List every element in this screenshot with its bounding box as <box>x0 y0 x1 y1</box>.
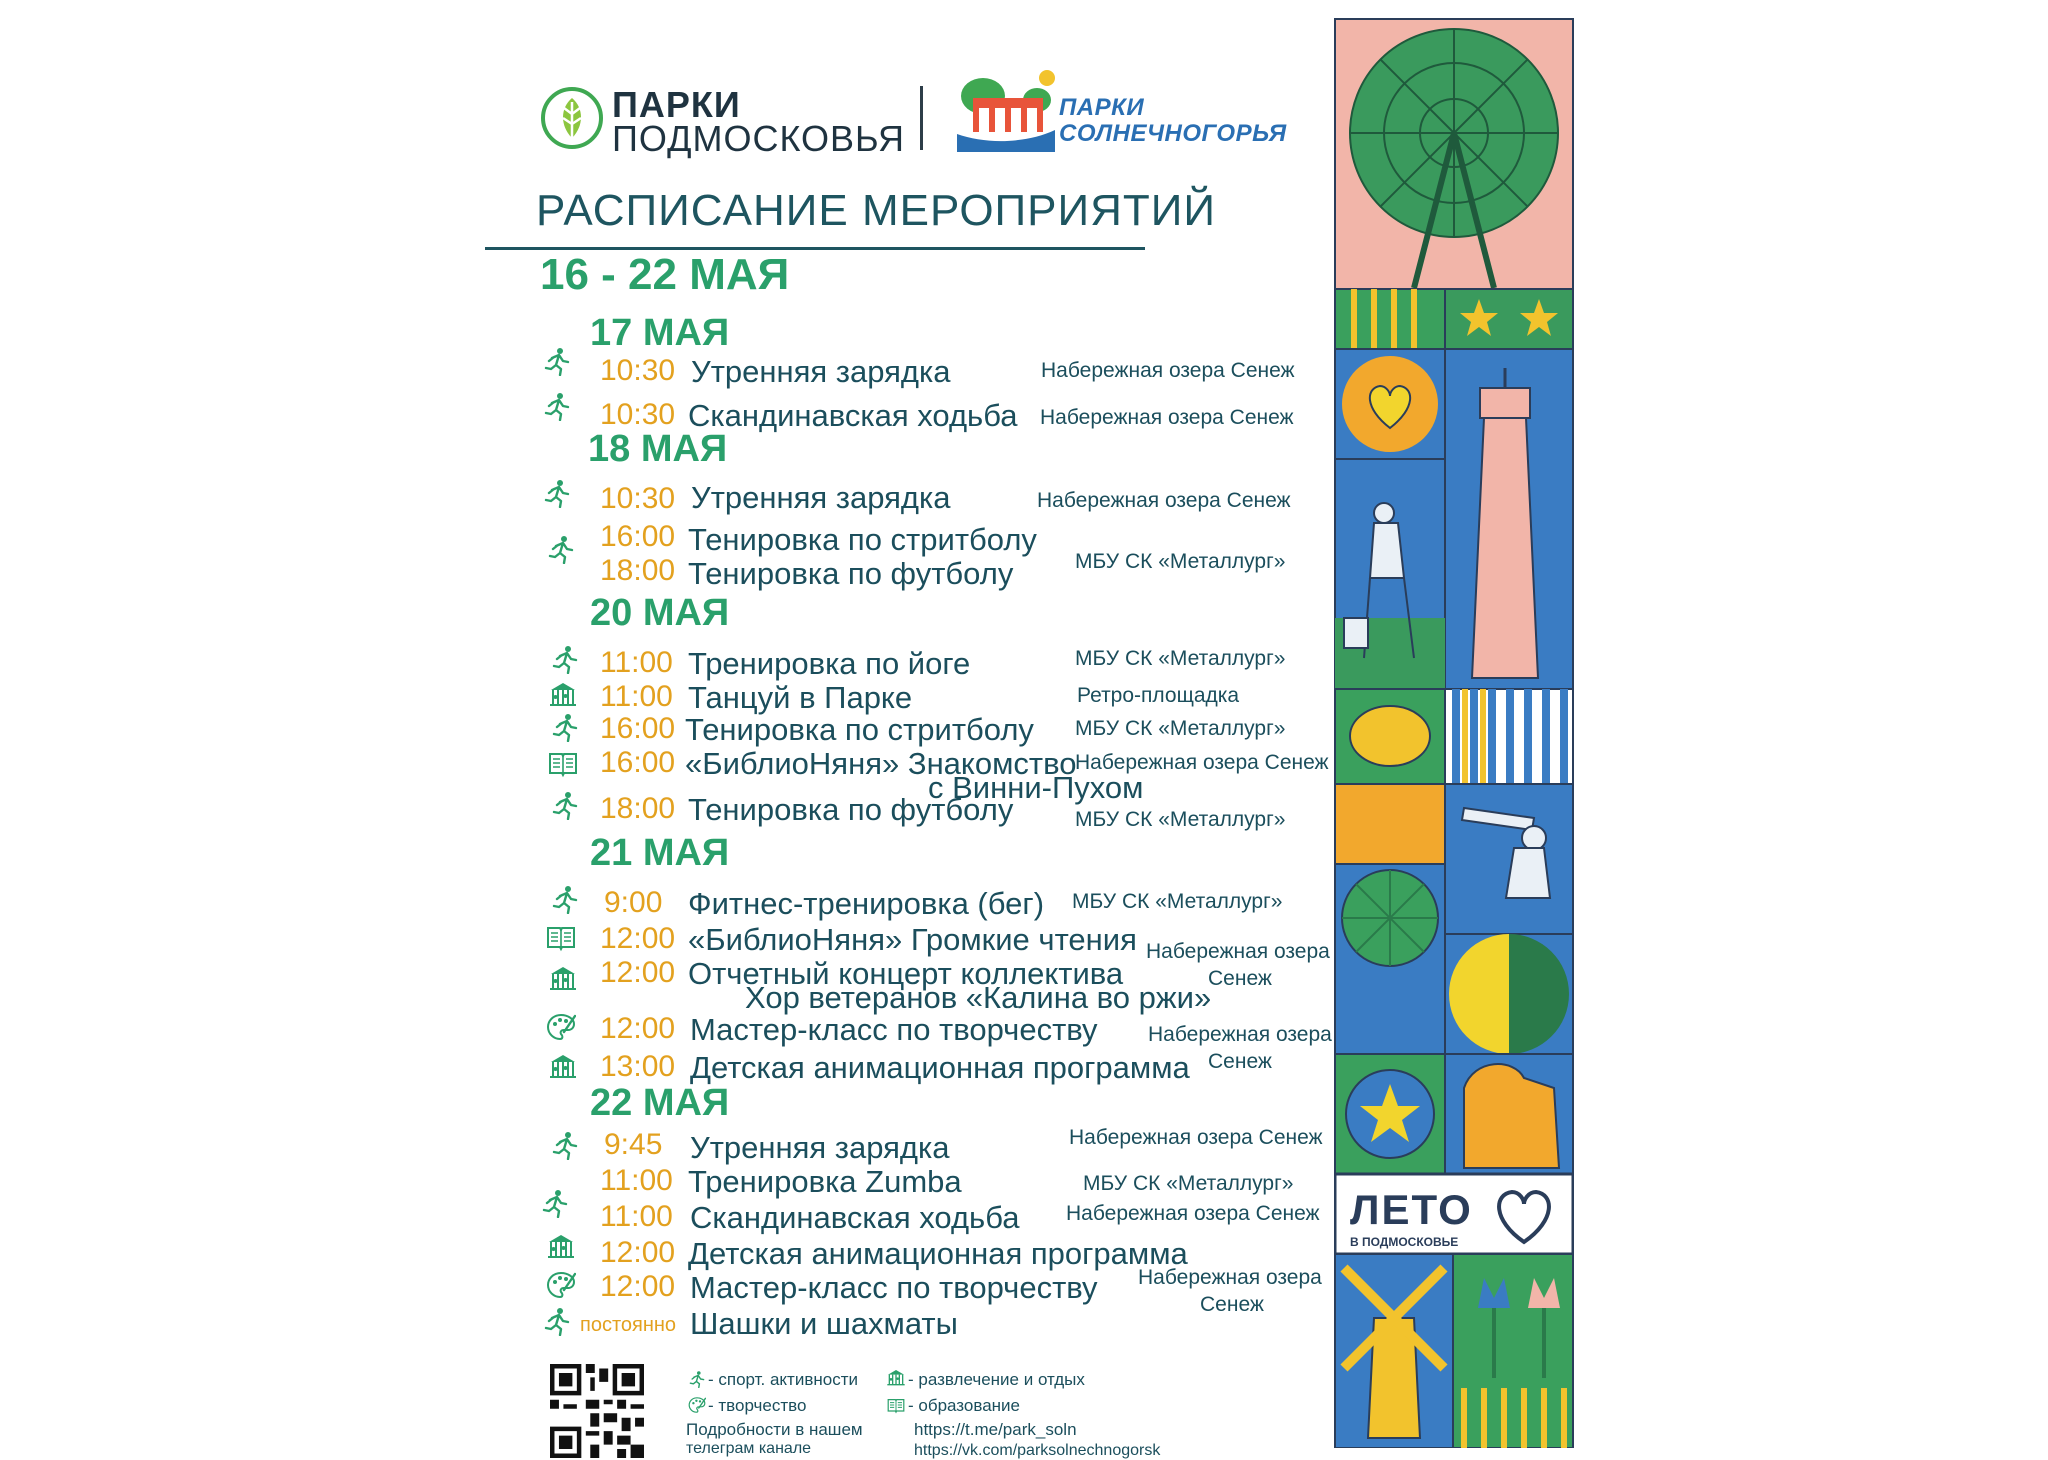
carousel-legend-icon <box>886 1368 906 1388</box>
carousel-icon <box>548 964 578 994</box>
summer-banner-sub: В ПОДМОСКОВЬЕ <box>1350 1235 1459 1249</box>
logo1-line2: ПОДМОСКОВЬЯ <box>612 118 906 159</box>
sport-icon <box>550 884 580 914</box>
event-title: Шашки и шахматы <box>690 1306 958 1341</box>
lighthouse-icon <box>1472 418 1538 678</box>
summer-banner-word: ЛЕТО <box>1350 1186 1473 1233</box>
event-title: Тенировка по футболу <box>688 792 1014 827</box>
event-time: 11:00 <box>600 1164 673 1197</box>
solnechnogorsk-logo-icon <box>955 68 1055 154</box>
sport-icon <box>550 1130 580 1160</box>
event-title: Утренняя зарядка <box>691 480 951 515</box>
event-time: 16:00 <box>600 520 676 553</box>
day-header: 20 МАЯ <box>590 592 730 634</box>
date-range: 16 - 22 МАЯ <box>540 250 790 299</box>
sport-legend-icon <box>688 1370 706 1388</box>
sport-icon <box>542 391 572 421</box>
logo2-line2: СОЛНЕЧНОГОРЬЯ <box>1059 120 1287 147</box>
sport-icon <box>550 790 580 820</box>
logo-parki-solnechnogorya <box>955 68 1295 156</box>
book-icon <box>546 922 576 952</box>
event-time: 16:00 <box>600 746 676 779</box>
event-location: МБУ СК «Металлург» <box>1075 717 1286 740</box>
sport-icon <box>546 534 576 564</box>
carousel-icon <box>548 1052 578 1082</box>
legend-fun: - развлечение и отдых <box>908 1370 1085 1389</box>
event-location: Набережная озера Сенеж <box>1040 406 1294 429</box>
event-time: 13:00 <box>600 1050 676 1083</box>
event-title: Утренняя зарядка <box>690 1130 950 1165</box>
legend-details: Подробности в нашем <box>686 1420 863 1439</box>
event-time: 16:00 <box>600 712 676 745</box>
logo1-line1: ПАРКИ <box>612 84 741 125</box>
event-title: Тренировка по йоге <box>688 646 971 681</box>
palette-legend-icon <box>688 1396 706 1414</box>
legend-edu: - образование <box>908 1396 1020 1415</box>
day-header: 17 МАЯ <box>590 312 730 354</box>
event-title: Тенировка по стритболу <box>685 712 1034 747</box>
event-location-line2: Сенеж <box>1200 1293 1264 1316</box>
event-time: 12:00 <box>600 1012 676 1045</box>
event-title: Скандинавская ходьба <box>688 398 1018 433</box>
sport-icon <box>542 1306 572 1336</box>
telegram-link[interactable]: https://t.me/park_soln <box>914 1420 1077 1439</box>
logo2-line1: ПАРКИ <box>1059 94 1145 121</box>
carousel-icon <box>548 680 578 710</box>
event-title: Танцуй в Парке <box>688 680 913 715</box>
event-title: «БиблиоНяня» Громкие чтения <box>688 922 1137 957</box>
event-location: Набережная озера Сенеж <box>1037 489 1291 512</box>
legend-details-line2: телеграм канале <box>686 1440 812 1457</box>
sport-icon <box>550 644 580 674</box>
decorative-panel <box>1334 18 1574 1448</box>
event-title: «БиблиоНяня» Знакомство <box>685 746 1077 781</box>
event-time: 12:00 <box>600 1236 676 1269</box>
leaf-logo-icon <box>540 86 604 150</box>
palette-icon <box>546 1012 576 1042</box>
event-time: 10:30 <box>600 398 676 431</box>
event-time: 18:00 <box>600 554 676 587</box>
event-location: МБУ СК «Металлург» <box>1083 1172 1294 1195</box>
sport-icon <box>550 712 580 742</box>
event-time: 12:00 <box>600 922 676 955</box>
vk-link[interactable]: https://vk.com/parksolnechnogorsk <box>914 1442 1161 1459</box>
event-location: Ретро-площадка <box>1077 684 1240 707</box>
event-location: Набережная озера Сенеж <box>1075 751 1329 774</box>
frog-icon <box>1350 706 1430 766</box>
event-title: Фитнес-тренировка (бег) <box>688 886 1045 921</box>
event-title-line2: Хор ветеранов «Калина во ржи» <box>745 980 1212 1015</box>
day-header: 18 МАЯ <box>588 428 728 470</box>
event-title: Детская анимационная программа <box>690 1050 1190 1085</box>
event-title: Детская анимационная программа <box>688 1236 1188 1271</box>
book-icon <box>548 748 578 778</box>
event-location: Набережная озера Сенеж <box>1069 1126 1323 1149</box>
event-time: 9:45 <box>604 1128 663 1161</box>
event-location: Набережная озера Сенеж <box>1041 359 1295 382</box>
event-location: Набережная озера <box>1148 1023 1332 1046</box>
day-header: 21 МАЯ <box>590 832 730 874</box>
event-time: 11:00 <box>600 646 673 679</box>
event-time: 12:00 <box>600 956 676 989</box>
day-header: 22 МАЯ <box>590 1082 730 1124</box>
event-time: постоянно <box>580 1314 677 1336</box>
event-location-line2: Сенеж <box>1208 1050 1272 1073</box>
legend-art: - творчество <box>708 1396 807 1415</box>
event-location: МБУ СК «Металлург» <box>1075 808 1286 831</box>
event-location: МБУ СК «Металлург» <box>1075 647 1286 670</box>
page-title: РАСПИСАНИЕ МЕРОПРИЯТИЙ <box>536 186 1217 235</box>
event-title: Тренировка Zumba <box>688 1164 962 1199</box>
sport-icon <box>542 346 572 376</box>
event-title: Тенировка по футболу <box>688 556 1014 591</box>
event-location: МБУ СК «Металлург» <box>1075 550 1286 573</box>
palette-icon <box>546 1270 576 1300</box>
carousel-icon <box>546 1232 576 1262</box>
event-time: 9:00 <box>604 886 663 919</box>
event-time: 11:00 <box>600 1200 673 1233</box>
qr-code[interactable] <box>550 1364 644 1458</box>
event-location: Набережная озера <box>1146 940 1330 963</box>
event-title: Мастер-класс по творчеству <box>690 1012 1098 1047</box>
event-location-line2: Сенеж <box>1208 967 1272 990</box>
logo-divider <box>920 86 923 150</box>
event-title: Утренняя зарядка <box>691 354 951 389</box>
legend-sport: - спорт. активности <box>708 1370 858 1389</box>
event-title-line2: с Винни-Пухом <box>928 770 1144 805</box>
event-title: Тенировка по стритболу <box>688 522 1037 557</box>
event-time: 12:00 <box>600 1270 676 1303</box>
book-legend-icon <box>886 1396 906 1414</box>
event-title: Мастер-класс по творчеству <box>690 1270 1098 1305</box>
event-location: Набережная озера Сенеж <box>1066 1202 1320 1225</box>
event-title: Скандинавская ходьба <box>690 1200 1020 1235</box>
event-time: 10:30 <box>600 354 676 387</box>
event-time: 10:30 <box>600 482 676 515</box>
event-location: МБУ СК «Металлург» <box>1072 890 1283 913</box>
logo-parki-podmoskovya <box>540 82 906 159</box>
event-location: Набережная озера <box>1138 1266 1322 1289</box>
sport-icon <box>540 1188 570 1218</box>
event-time: 18:00 <box>600 792 676 825</box>
event-title: Отчетный концерт коллектива <box>688 956 1124 991</box>
event-time: 11:00 <box>600 680 673 713</box>
sport-icon <box>542 478 572 508</box>
